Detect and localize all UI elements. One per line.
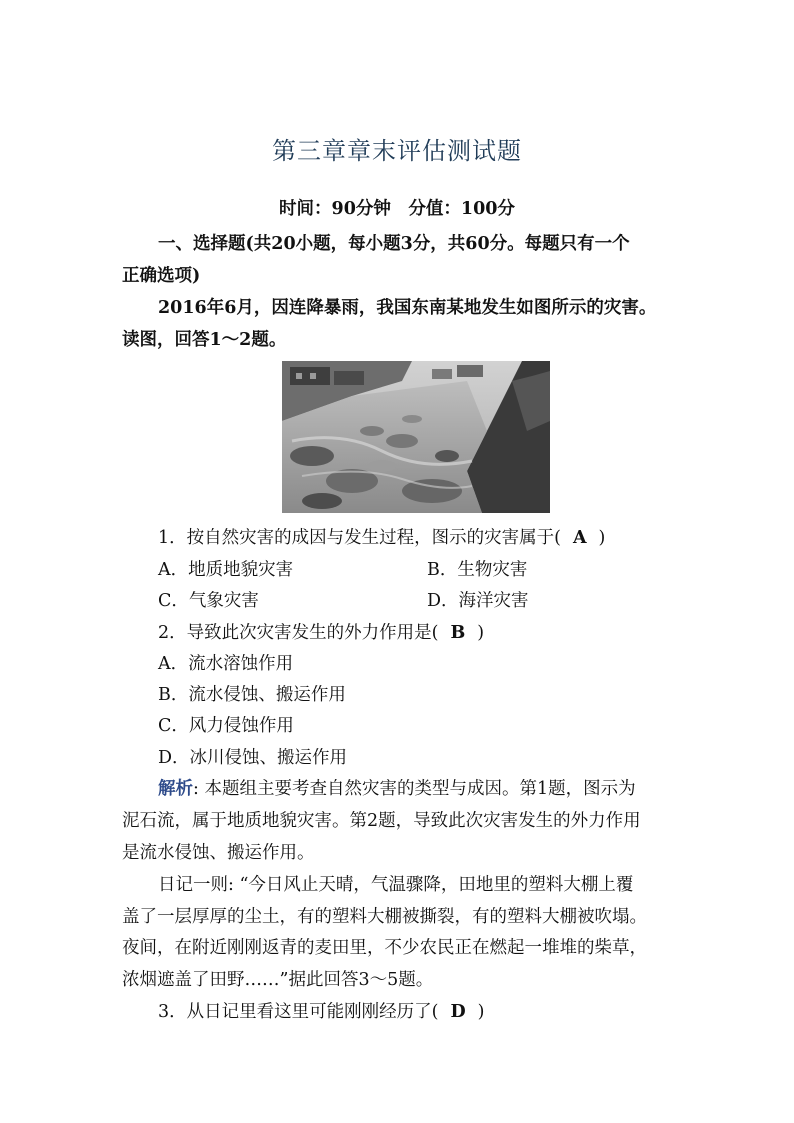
q1-option-d: D．海洋灾害: [427, 591, 529, 611]
q2-option-a: A．流水溶蚀作用: [158, 654, 294, 674]
question-3: [158, 1000, 682, 1024]
q1-option-b: B．生物灾害: [427, 560, 528, 580]
q1-option-c: C．气象灾害: [158, 591, 259, 611]
q1-option-a: A．地质地貌灾害: [158, 560, 294, 580]
diary-line1: 日记一则: “今日风止天晴，气温骤降，田地里的塑料大棚上覆: [158, 875, 634, 895]
diary-line2: 盖了一层厚厚的尘土，有的塑料大棚被撕裂，有的塑料大棚被吹塌。: [122, 907, 647, 927]
question-2-close: ): [477, 623, 485, 643]
intro-line2: 读图，回答1～2题。: [122, 330, 287, 350]
analysis-label: 解析: [158, 779, 193, 799]
section-heading-line1: 一、选择题(共20小题，每小题3分，共60分。每题只有一个: [158, 234, 630, 254]
question-1-close: ): [598, 528, 606, 548]
question-2-answer: B: [450, 623, 466, 643]
question-3-answer: D: [450, 1002, 466, 1022]
question-1: [158, 526, 682, 550]
section-heading-line2: 正确选项): [122, 266, 201, 286]
question-3-close: ): [477, 1002, 485, 1022]
question-1-answer: A: [572, 528, 587, 548]
q2-option-b: B．流水侵蚀、搬运作用: [158, 685, 346, 705]
question-1-options-row1: [158, 558, 682, 582]
debris-flow-illustration: [282, 361, 550, 513]
question-3-stem: 3．从日记里看这里可能刚刚经历了(: [158, 1002, 439, 1022]
q2-option-d: D．冰川侵蚀、搬运作用: [158, 748, 348, 768]
debris-flow-photo: [282, 361, 550, 513]
analysis-line1: [158, 777, 682, 801]
q2-option-c: C．风力侵蚀作用: [158, 716, 294, 736]
analysis-line3: 是流水侵蚀、搬运作用。: [122, 843, 315, 863]
intro-line1: 2016年6月，因连降暴雨，我国东南某地发生如图所示的灾害。: [158, 298, 657, 318]
question-1-stem: 1．按自然灾害的成因与发生过程，图示的灾害属于(: [158, 528, 561, 548]
diary-line3: 夜间，在附近刚刚返青的麦田里，不少农民正在燃起一堆堆的柴草，: [122, 938, 647, 958]
question-2: [158, 621, 682, 645]
question-2-stem: 2．导致此次灾害发生的外力作用是(: [158, 623, 439, 643]
analysis-line2: 泥石流，属于地质地貌灾害。第2题，导致此次灾害发生的外力作用: [122, 811, 641, 831]
analysis-text1: : 本题组主要考查自然灾害的类型与成因。第1题，图示为: [193, 779, 636, 799]
exam-meta: 时间：90分钟 分值：100分: [279, 199, 515, 219]
diary-line4: 浓烟遮盖了田野……”据此回答3～5题。: [122, 970, 434, 990]
page-title: 第三章章末评估测试题: [272, 137, 522, 165]
question-1-options-row2: [158, 589, 682, 613]
